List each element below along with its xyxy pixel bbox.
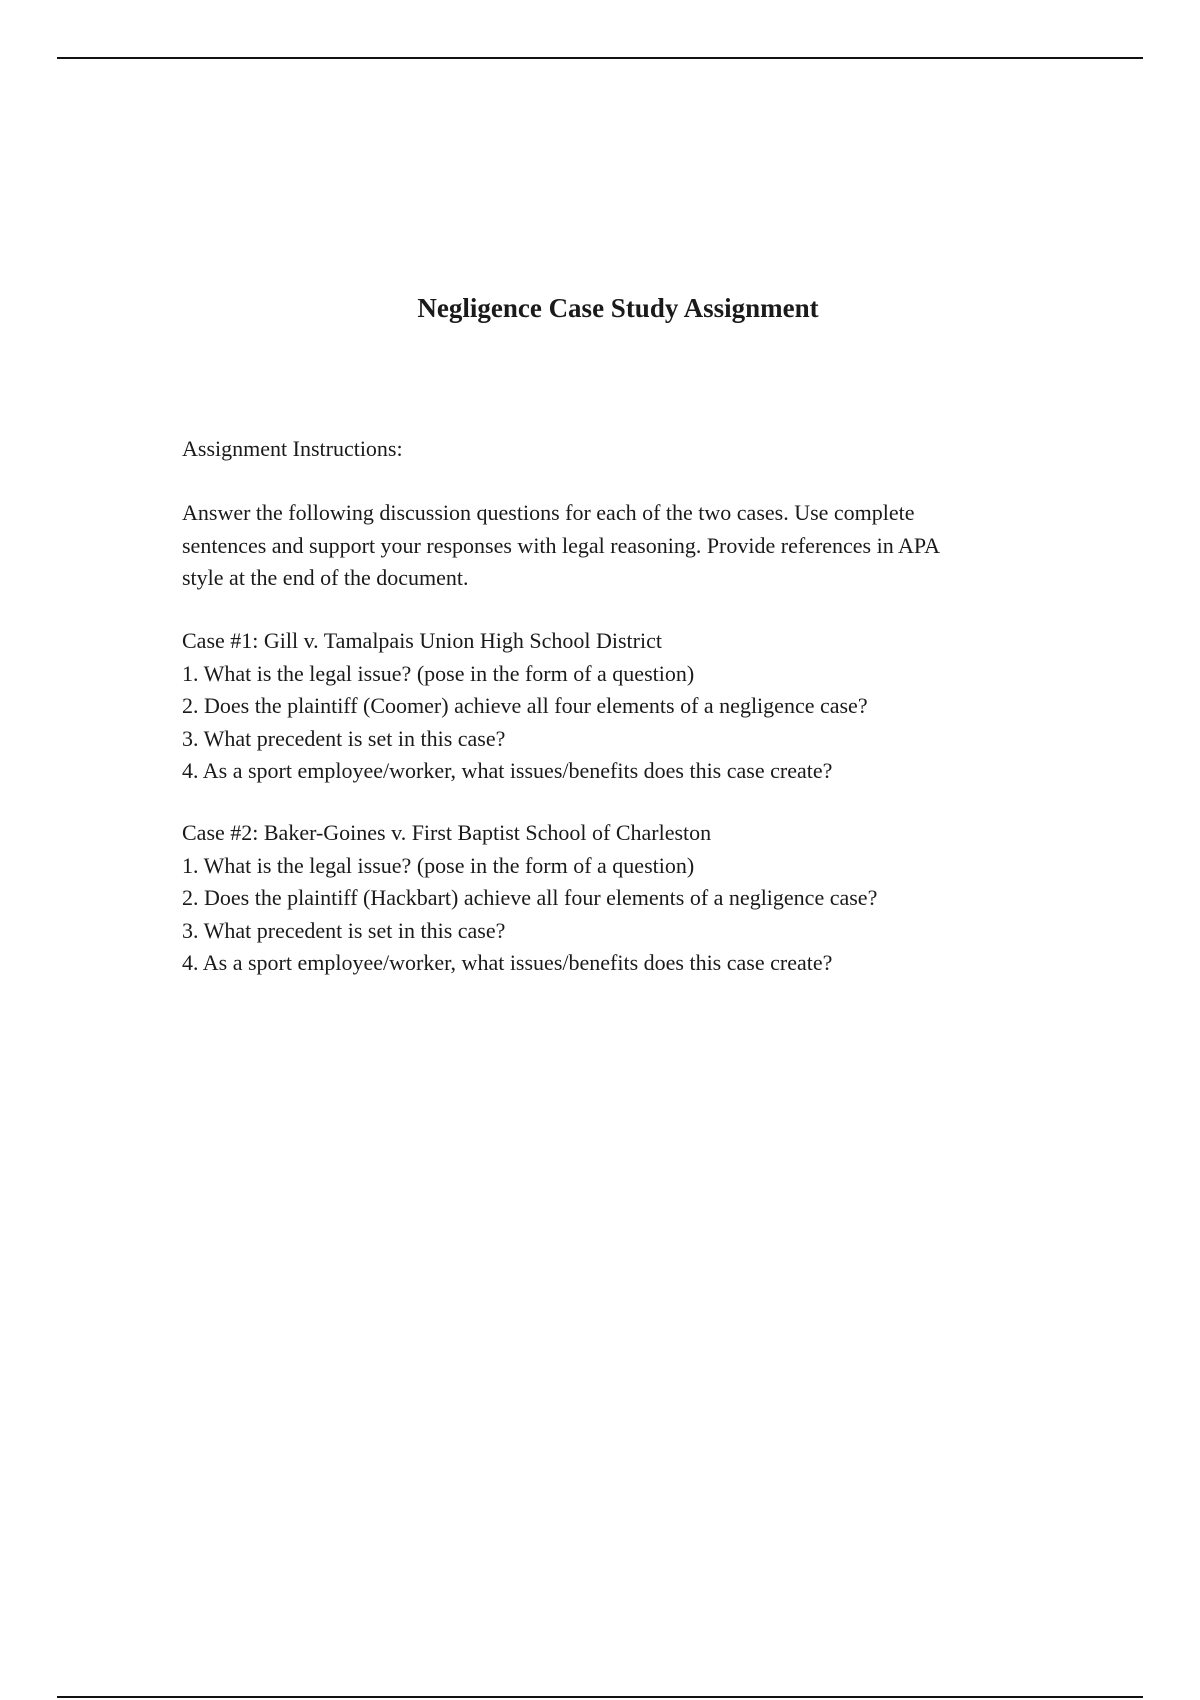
case-2-question: 1. What is the legal issue? (pose in the form of a question) — [182, 852, 695, 878]
case-1-question: 3. What precedent is set in this case? — [182, 725, 506, 751]
case-2-question: 2. Does the plaintiff (Hackbart) achieve all four elements of a negligence case? — [182, 885, 878, 910]
case-2-section — [182, 817, 1062, 980]
case-2-question: 4. As a sport employee/worker, what issues/benefits does this case create? — [182, 950, 833, 975]
case-2-question: 3. What precedent is set in this case? — [182, 917, 506, 943]
case-1-question: 1. What is the legal issue? (pose in the form of a question) — [182, 660, 695, 686]
instructions-line: Answer the following discussion questions for each of the two cases. Use complete — [182, 500, 915, 525]
instructions-heading: Assignment Instructions: — [182, 436, 403, 461]
instructions-paragraph — [182, 497, 1062, 595]
case-1-section — [182, 625, 1062, 788]
case-1-heading: Case #1: Gill v. Tamalpais Union High School District — [182, 628, 662, 653]
bottom-rule — [57, 1696, 1143, 1698]
instructions-line: style at the end of the document. — [182, 565, 469, 590]
case-2-heading: Case #2: Baker-Goines v. First Baptist School of Charleston — [182, 820, 712, 845]
case-1-question: 4. As a sport employee/worker, what issues/benefits does this case create? — [182, 758, 833, 783]
document-title: Negligence Case Study Assignment — [417, 293, 819, 323]
top-rule — [57, 57, 1143, 59]
instructions-line: sentences and support your responses with legal reasoning. Provide references in APA — [182, 532, 941, 558]
case-1-question: 2. Does the plaintiff (Coomer) achieve all four elements of a negligence case? — [182, 693, 868, 718]
